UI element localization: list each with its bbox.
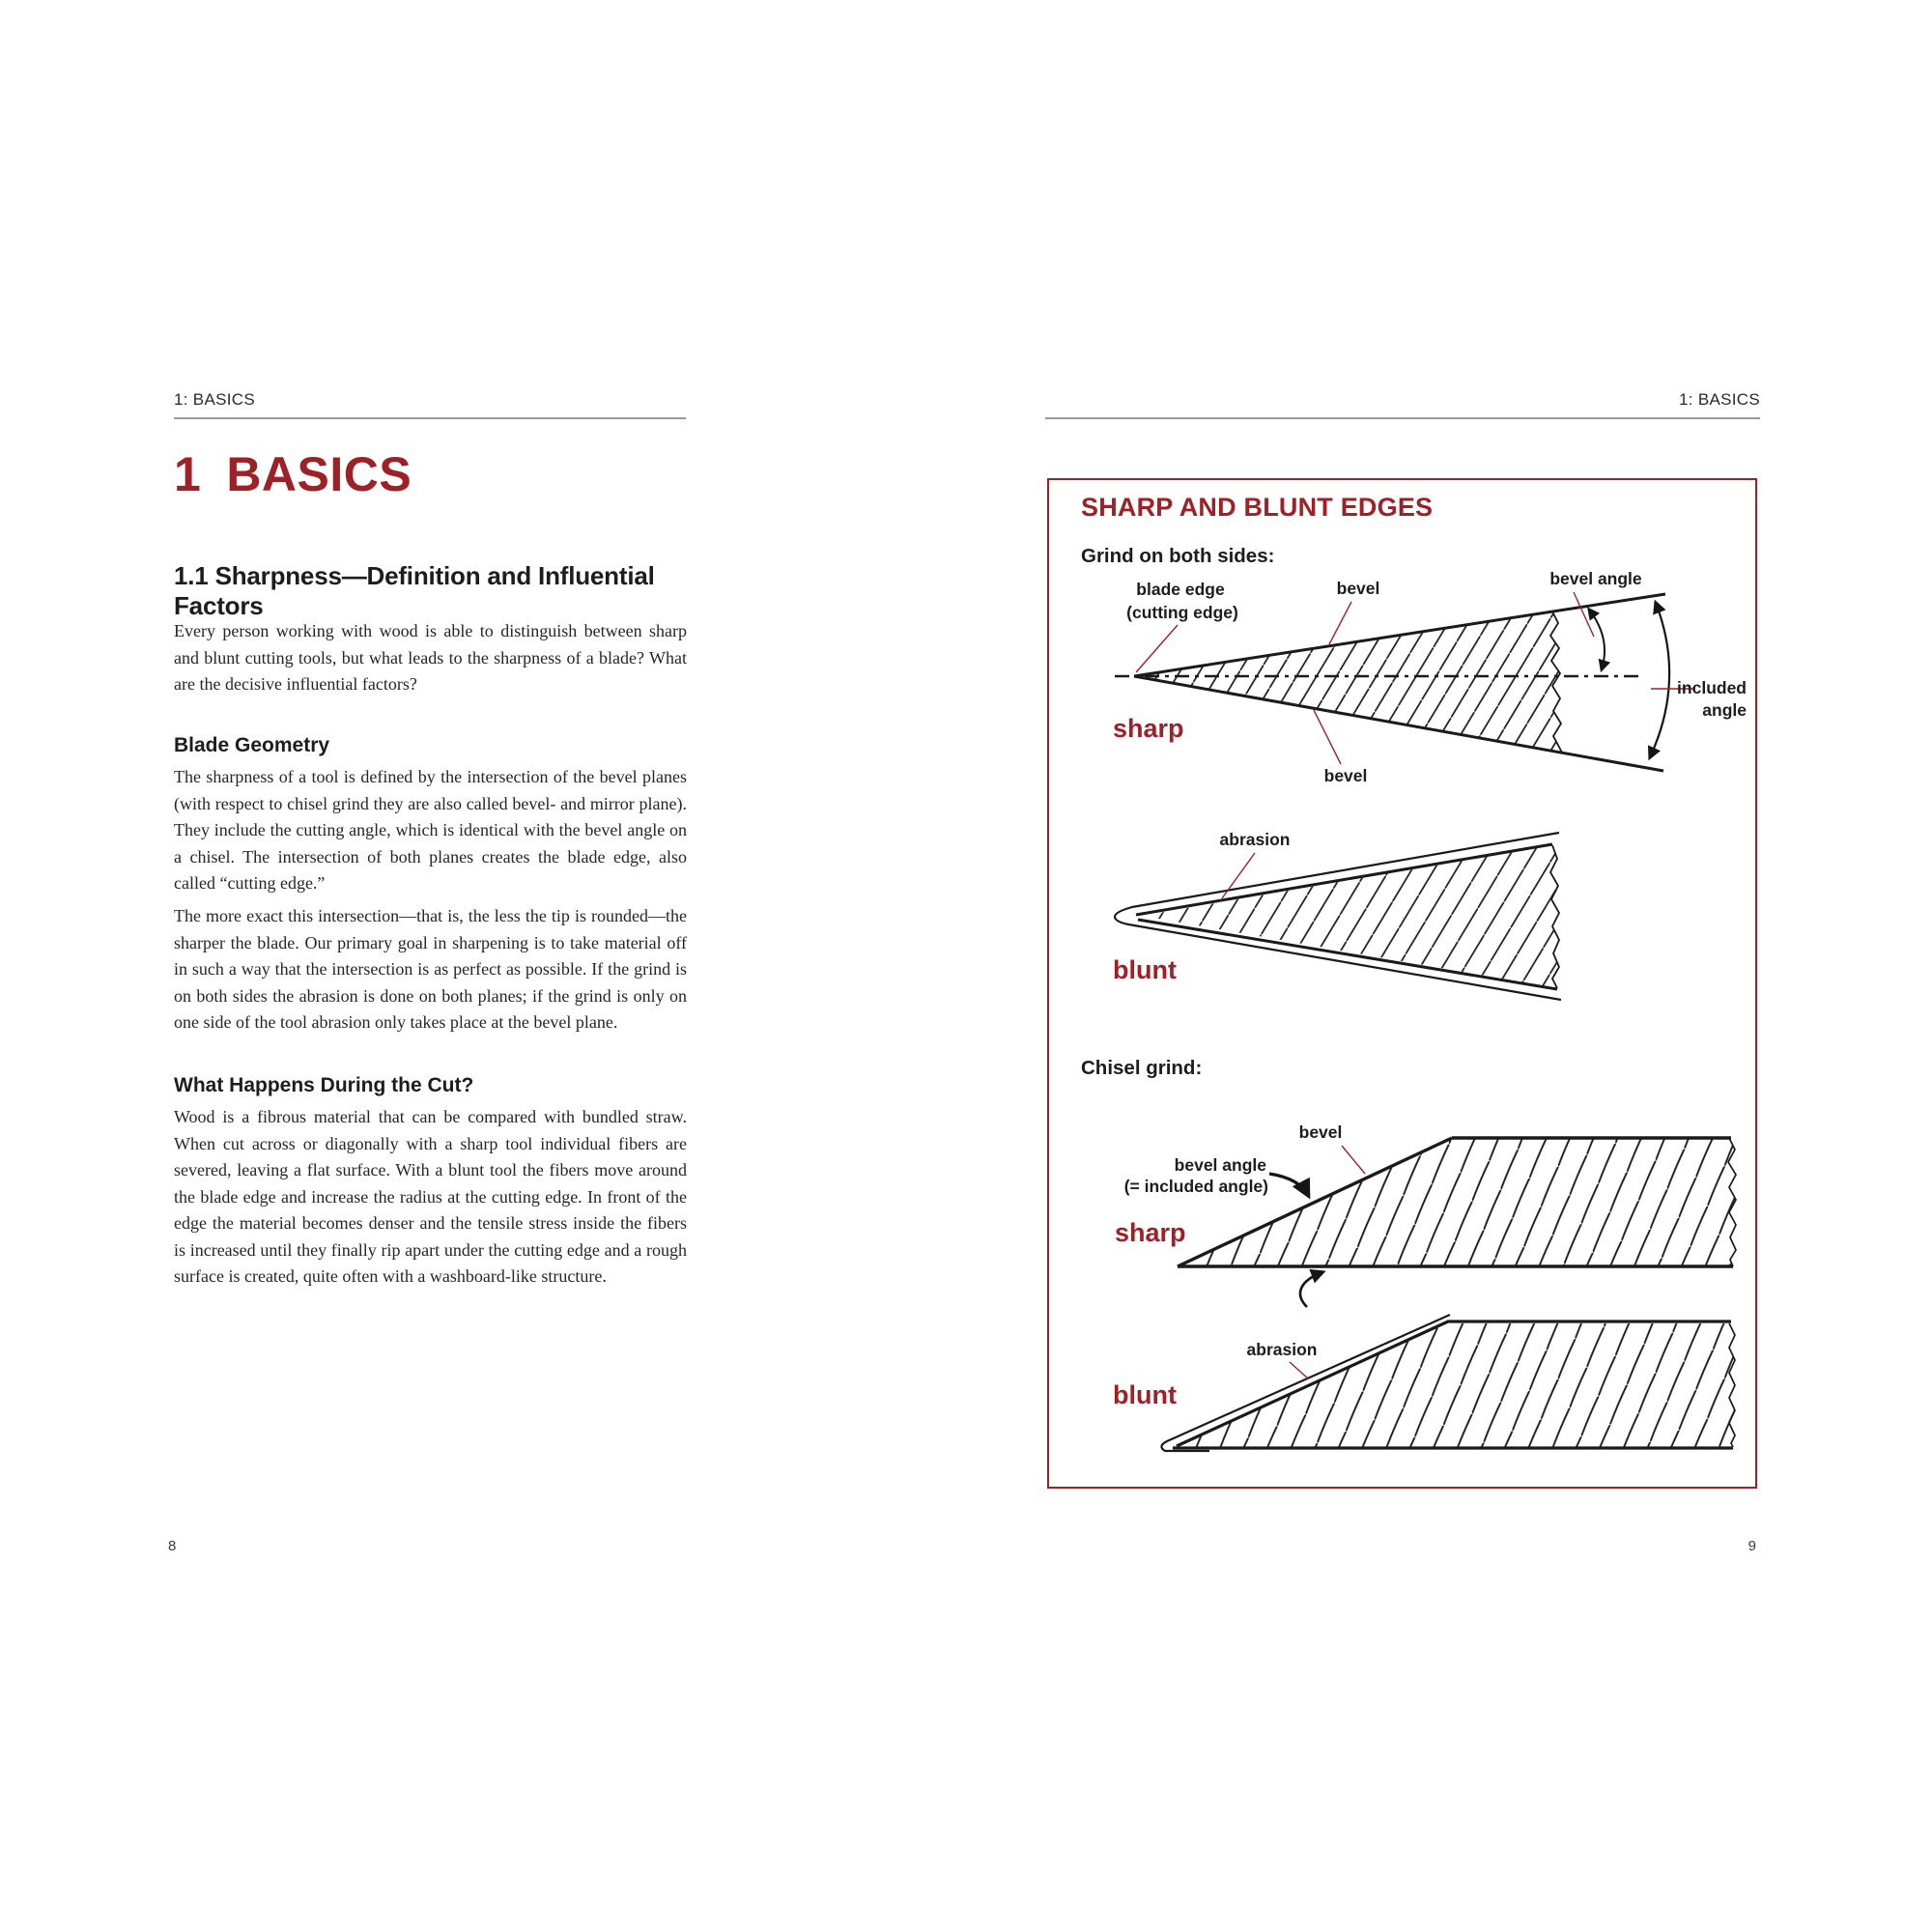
left-running-header: 1: BASICS (174, 390, 255, 409)
chapter-number: 1 (174, 447, 202, 501)
cut-paragraph: Wood is a fibrous material that can be compared with bundled straw. When cut across or diagonally with a sharp tool individual fibers are severed, leaving a flat surface. With a blunt tool the fibers move around the blade edge and increase the radius at the cutting edge. In front of the edge the material becomes denser and the tensile stress inside the fibers is increased until they finally rip apart under the cutting edge and a rough surface is created, quite often with a washboard-like structure. (174, 1107, 687, 1286)
bevel-angle-leader (1574, 592, 1594, 637)
left-header-rule (174, 417, 686, 419)
chisel-sharp-label: sharp (1115, 1218, 1186, 1247)
chapter-title (174, 446, 412, 502)
included-angle-label-2: angle (1702, 700, 1747, 720)
figure-title: SHARP AND BLUNT EDGES (1081, 493, 1434, 522)
sharpening-paragraph: The more exact this intersection—that is, the less the tip is rounded—the sharper the blade. Our primary goal in sharpening is to take material off in such a way that the intersection is as perfect as possible. If the grind is on both sides the abrasion is done on both planes; if the grind is only on one side of the tool abrasion only takes place at the bevel plane. (174, 906, 687, 1032)
blade-edge-leader (1136, 625, 1178, 672)
right-running-header: 1: BASICS (1679, 390, 1760, 409)
blunt-wedge-hatch (1142, 845, 1559, 988)
bevel-bottom-label: bevel (1323, 766, 1368, 785)
mirror-plane-arrow (1300, 1272, 1322, 1307)
chisel-abrasion-label: abrasion (1246, 1340, 1318, 1359)
chisel-bevel-angle-label: bevel angle (1174, 1155, 1266, 1175)
chisel-bevel-angle-label-2: (= included angle) (1123, 1177, 1268, 1196)
blunt-label: blunt (1113, 955, 1177, 984)
bevel-angle-arrow (1269, 1174, 1308, 1195)
chisel-abrasion-leader (1290, 1362, 1308, 1378)
sharp-label: sharp (1113, 714, 1184, 743)
blade-geometry-heading: Blade Geometry (174, 734, 330, 756)
grind-both-sides-heading: Grind on both sides: (1081, 545, 1275, 567)
bevel-angle-arc (1589, 610, 1605, 669)
bevel-top-label: bevel (1336, 579, 1380, 598)
right-page-number: 9 (1747, 1538, 1756, 1554)
blade-edge-label: blade edge (1136, 580, 1225, 599)
chisel-blunt-diagram (1065, 1312, 1752, 1474)
sharp-wedge-hatch (1134, 611, 1562, 753)
intro-paragraph: Every person working with wood is able to distinguish between sharp and blunt cutting tools, but what leads to the sharpness of a blade? What are the decisive influential factors? (174, 621, 687, 694)
included-angle-arc (1650, 603, 1669, 757)
section-heading: 1.1 Sharpness—Definition and Influential Factors (174, 561, 655, 620)
double-grind-sharp-diagram (1065, 565, 1752, 809)
chapter-title-text: BASICS (226, 447, 412, 501)
blade-edge-label-2: (cutting edge) (1126, 603, 1238, 622)
abrasion-label: abrasion (1219, 830, 1291, 849)
cut-heading: What Happens During the Cut? (174, 1074, 474, 1096)
chisel-bevel-label: bevel (1298, 1122, 1343, 1142)
chisel-blunt-label: blunt (1113, 1380, 1177, 1409)
included-angle-label: included (1677, 678, 1747, 697)
chisel-grind-heading: Chisel grind: (1081, 1057, 1203, 1079)
left-page-number: 8 (168, 1538, 177, 1554)
right-header-rule (1045, 417, 1760, 419)
bevel-bottom-leader (1314, 710, 1341, 764)
double-grind-blunt-diagram (1065, 816, 1752, 1031)
bevel-top-leader (1329, 602, 1351, 644)
blade-geometry-paragraph: The sharpness of a tool is defined by the intersection of the bevel planes (with respect to chisel grind they are also called bevel- and mirror plane). They include the cutting angle, which is identical with the bevel angle on a chisel. The intersection of both planes creates the blade edge, also called “cutting edge.” (174, 767, 687, 893)
chisel-sharp-diagram (1065, 1099, 1752, 1323)
bevel-angle-label: bevel angle (1549, 569, 1642, 588)
chisel-bevel-leader (1342, 1146, 1365, 1174)
figure-box (1047, 478, 1757, 1489)
abrasion-leader (1222, 853, 1255, 898)
